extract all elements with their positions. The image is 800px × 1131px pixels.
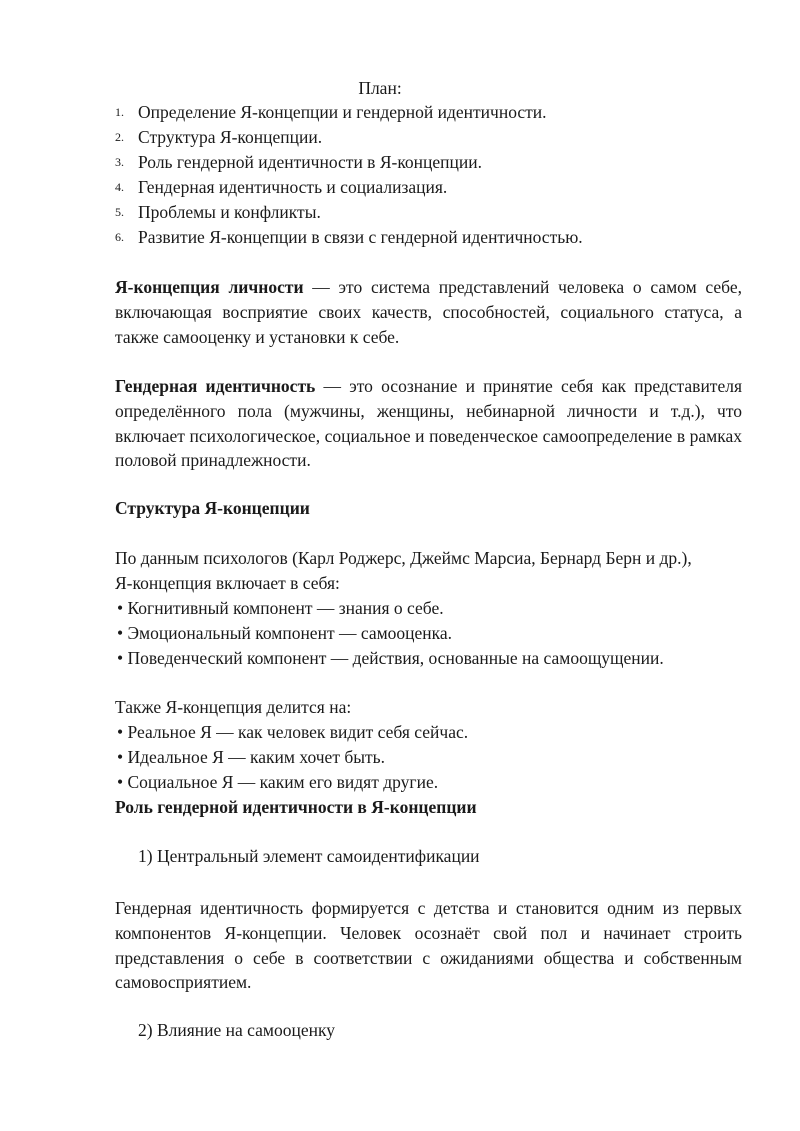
role-heading: Роль гендерной идентичности в Я-концепции (115, 797, 477, 817)
plan-item-number: 1. (115, 105, 124, 119)
plan-item-text: Определение Я-концепции и гендерной идентичности. (138, 102, 547, 122)
plan-item (115, 227, 583, 248)
divisions-intro: Также Я-концепция делится на: (115, 697, 352, 717)
plan-item (115, 177, 447, 198)
plan-item-number: 2. (115, 130, 124, 144)
self-concept-term: Я-концепция личности (115, 277, 304, 297)
plan-title: План: (358, 78, 402, 98)
self-concept-text: — это система представлений человека о самом себе, включающая восприятие своих качеств, способностей, социального статуса, а также самооценку и установки к себе. (115, 277, 742, 347)
component-item: • Эмоциональный компонент — самооценка. (117, 623, 453, 643)
role-point-1-text: Гендерная идентичность формируется с детства и становится одним из первых компонентов Я-концепции. Человек осознаёт свой пол и начинает строить представления о себе в соответствии с ожиданиями общества и собственным самовосприятием. (115, 898, 742, 993)
component-item: • Поведенческий компонент — действия, основанные на самоощущении. (117, 648, 664, 668)
gender-identity-text: — это осознание и принятие себя как представителя определённого пола (мужчины, женщины, небинарной личности и т.д.), что включает психологическое, социальное и поведенческое самоопределение в рамках половой принадлежности. (115, 376, 743, 471)
plan-item-number: 5. (115, 205, 124, 219)
plan-item-text: Структура Я-концепции. (138, 127, 323, 147)
plan-item-number: 6. (115, 230, 124, 244)
structure-intro-line1: По данным психологов (Карл Роджерс, Джеймс Марсиа, Бернард Берн и др.), (115, 548, 692, 568)
self-concept-definition (115, 275, 742, 349)
division-item: • Идеальное Я — каким хочет быть. (117, 747, 386, 767)
plan-item-text: Роль гендерной идентичности в Я-концепции. (138, 152, 483, 172)
plan-item (115, 102, 547, 123)
plan-item (115, 152, 482, 173)
plan-item-text: Проблемы и конфликты. (138, 202, 321, 222)
plan-item (115, 127, 322, 148)
plan-item (115, 202, 321, 223)
plan-item-number: 4. (115, 180, 124, 194)
structure-heading: Структура Я-концепции (115, 498, 310, 518)
gender-identity-term: Гендерная идентичность (115, 376, 316, 396)
division-item: • Социальное Я — каким его видят другие. (117, 772, 439, 792)
division-item: • Реальное Я — как человек видит себя сейчас. (117, 722, 469, 742)
structure-intro-line2: Я-концепция включает в себя: (115, 573, 340, 593)
role-point-1: 1) Центральный элемент самоидентификации (138, 846, 480, 866)
gender-identity-definition (115, 374, 742, 473)
plan-item-text: Развитие Я-концепции в связи с гендерной идентичностью. (138, 227, 583, 247)
role-point-2: 2) Влияние на самооценку (138, 1020, 335, 1040)
plan-item-text: Гендерная идентичность и социализация. (138, 177, 448, 197)
plan-item-number: 3. (115, 155, 124, 169)
component-item: • Когнитивный компонент — знания о себе. (117, 598, 444, 618)
